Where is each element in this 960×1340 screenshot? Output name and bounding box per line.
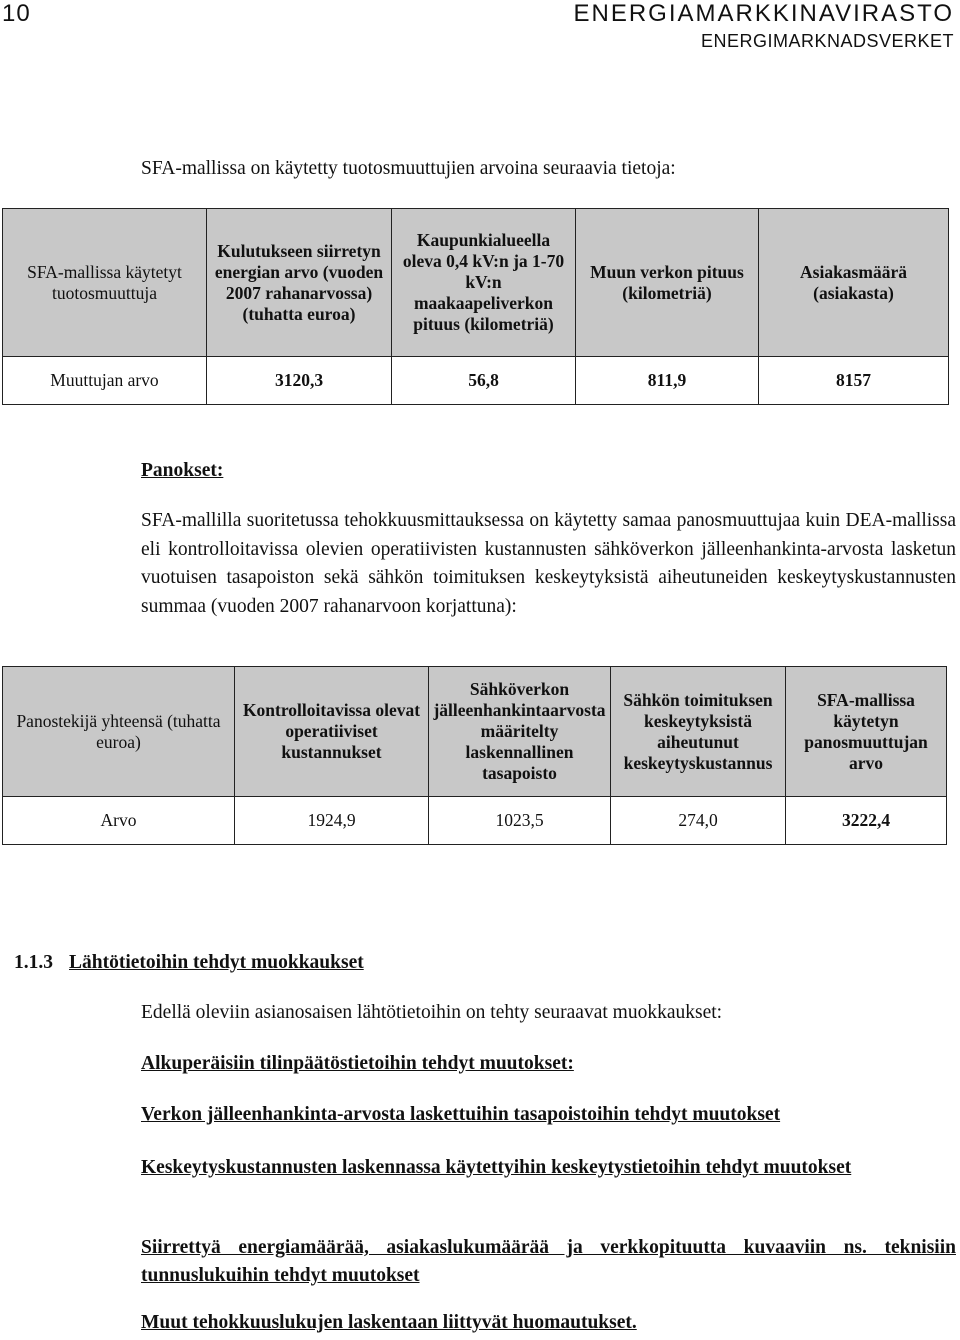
table-header-row	[3, 667, 947, 797]
table-cell: Muuttujan arvo	[3, 357, 207, 405]
intro-text: SFA-mallissa on käytetty tuotosmuuttujien arvoina seuraavia tietoja:	[141, 158, 676, 179]
output-variables-table	[2, 208, 949, 405]
table-header-cell: Panostekijä yhteensä (tuhatta euroa)	[3, 667, 235, 797]
table-header-cell: SFA-mallissa käytetyn panosmuuttujan arvo	[786, 667, 947, 797]
table-cell: 274,0	[611, 797, 786, 845]
table-header-cell: Sähköverkon jälleenhankintaarvosta määritelty laskennallinen tasapoisto	[429, 667, 611, 797]
header-title: ENERGIAMARKKINAVIRASTO	[573, 0, 954, 27]
subheading-1: Alkuperäisiin tilinpäätöstietoihin tehdyt muutokset:	[141, 1053, 574, 1074]
table-cell: 1023,5	[429, 797, 611, 845]
subheading-3: Keskeytyskustannusten laskennassa käytettyihin keskeytystietoihin tehdyt muutokset	[141, 1157, 852, 1178]
table-header-cell: Asiakasmäärä (asiakasta)	[759, 209, 949, 357]
table-header-cell: Kaupunkialueella oleva 0,4 kV:n ja 1-70 kV:n maakaapeliverkon pituus (kilometriä)	[392, 209, 576, 357]
table-cell: 8157	[759, 357, 949, 405]
table-header-row	[3, 209, 949, 357]
table-cell: 811,9	[576, 357, 759, 405]
section-intro: Edellä oleviin asianosaisen lähtötietoihin on tehty seuraavat muokkaukset:	[141, 1002, 723, 1023]
table-header-cell: Kontrolloitavissa olevat operatiiviset kustannukset	[235, 667, 429, 797]
page-number: 10	[2, 0, 31, 27]
subheading-2: Verkon jälleenhankinta-arvosta laskettuihin tasapoistoihin tehdyt muutokset	[141, 1104, 781, 1125]
table-header-cell: SFA-mallissa käytetyt tuotosmuuttuja	[3, 209, 207, 357]
header-subtitle: ENERGIMARKNADSVERKET	[700, 31, 954, 51]
table-header-cell: Muun verkon pituus (kilometriä)	[576, 209, 759, 357]
table-cell: 3222,4	[786, 797, 947, 845]
input-variables-table	[2, 666, 947, 845]
table-header-cell: Kulutukseen siirretyn energian arvo (vuoden 2007 rahanarvossa) (tuhatta euroa)	[207, 209, 392, 357]
inputs-heading: Panokset:	[141, 460, 224, 481]
subheading-4: Siirrettyä energiamäärää, asiakaslukumäärää ja verkkopituutta kuvaaviin ns. teknisiin tunnuslukuihin tehdyt muutokset	[141, 1237, 956, 1286]
inputs-paragraph: SFA-mallilla suoritetussa tehokkuusmittauksessa on käytetty samaa panosmuuttujaa kuin DEA-mallissa eli kontrolloitavissa olevien operatiivisten kustannusten sähköverkon jälleenhankinta-arvosta lasketun vuotuisen tasapoiston sekä sähkön toimituksen keskeytyksistä aiheutuneiden keskeytyskustannusten summaa (vuoden 2007 rahanarvoon korjattuna):	[141, 510, 956, 617]
table-row	[3, 797, 947, 845]
table-cell: 3120,3	[207, 357, 392, 405]
section-number: 1.1.3	[14, 952, 53, 973]
table-cell: 56,8	[392, 357, 576, 405]
table-header-cell: Sähkön toimituksen keskeytyksistä aiheutunut keskeytyskustannus	[611, 667, 786, 797]
section-heading	[14, 952, 364, 974]
section-title: Lähtötietoihin tehdyt muokkaukset	[69, 952, 364, 973]
subheading-5: Muut tehokkuuslukujen laskentaan liittyvät huomautukset.	[141, 1312, 637, 1333]
table-cell: Arvo	[3, 797, 235, 845]
table-row	[3, 357, 949, 405]
table-cell: 1924,9	[235, 797, 429, 845]
